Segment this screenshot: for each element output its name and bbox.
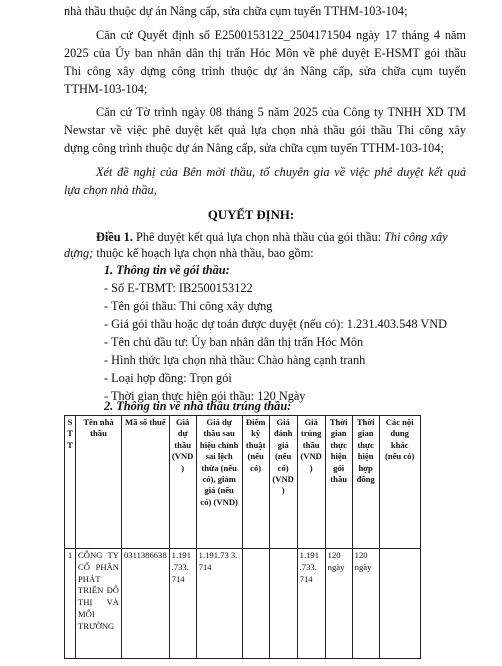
- header-award-price: Giá trúng thầu (VND ): [297, 416, 325, 549]
- table-row: [65, 549, 421, 659]
- paragraph-line: Xét đề nghị của Bên mời thầu, tổ chuyên gia về việc phê duyệt kết quả: [96, 165, 466, 179]
- package-info-item: - Thời gian thực hiện gói thầu: 120 Ngày: [104, 389, 306, 403]
- article-1-line: [96, 230, 448, 245]
- header-stt: S T T: [65, 416, 76, 549]
- package-info-item: - Số E-TBMT: IB2500153122: [104, 281, 253, 295]
- paragraph-line: lựa chọn nhà thầu,: [64, 183, 157, 197]
- article-1-line-2: [64, 246, 314, 261]
- article-text-cont: thuộc kế hoạch lựa chọn nhà thầu, bao gồm:: [93, 246, 314, 260]
- header-adjusted-price: Giá dự thầu sau hiệu chỉnh sai lệch thừa (nếu có), giảm giá (nếu có) (VND): [196, 416, 242, 549]
- package-info-item: - Tên gói thầu: Thi công xây dựng: [104, 299, 273, 313]
- cell-award-price: 1.191 .733. 714: [297, 549, 325, 659]
- cell-stt: 1: [65, 549, 76, 659]
- cell-other: [379, 549, 420, 659]
- section-2-heading: 2. Thông tin về nhà thầu trúng thầu:: [104, 399, 292, 413]
- cell-bidder-name: CÔNG TY CỔ PHẦN PHÁT TRIỂN ĐÔ THỊ VÀ MÔI TRƯỜNG: [76, 549, 122, 659]
- package-info-item: - Loại hợp đồng: Trọn gói: [104, 371, 232, 385]
- cell-evaluated-price: [269, 549, 297, 659]
- section-1-heading: 1. Thông tin về gói thầu:: [104, 263, 230, 277]
- paragraph-line: 2025 của Ủy ban nhân dân thị trấn Hóc Môn về phê duyệt E-HSMT gói thầu: [64, 46, 466, 60]
- header-bidder-name: Tên nhà thầu: [76, 416, 122, 549]
- article-text: Phê duyệt kết quả lựa chọn nhà thầu của gói thầu:: [135, 230, 385, 244]
- package-info-item: - Hình thức lựa chọn nhà thầu: Chào hàng cạnh tranh: [104, 353, 366, 367]
- winning-bidder-table: [64, 415, 421, 659]
- cell-tech-score: [242, 549, 269, 659]
- header-bid-price: Giá dự thầu (VND ): [169, 416, 196, 549]
- paragraph-line: TTHM-103-104;: [64, 82, 148, 96]
- package-name: Thi công xây: [384, 230, 448, 244]
- paragraph-line: Căn cứ Tờ trình ngày 08 tháng 5 năm 2025 của Công ty TNHH XD TM: [96, 105, 466, 119]
- package-info-item: - Giá gói thầu hoặc dự toán được duyệt (nếu có): 1.231.403.548 VND: [104, 317, 448, 331]
- paragraph-line: Newstar về việc phê duyệt kết quả lựa chọn nhà thầu gói thầu Thi công xây: [64, 123, 466, 137]
- table-header-row: [65, 416, 421, 549]
- cell-bid-price: 1.191 .733. 714: [169, 549, 196, 659]
- cell-tax-code: 0311386638: [122, 549, 170, 659]
- header-tax-code: Mã số thuế: [122, 416, 170, 549]
- header-evaluated-price: Giá đánh giá (nếu có) (VND ): [269, 416, 297, 549]
- cell-package-duration: 120 ngày: [325, 549, 352, 659]
- header-other: Các nội dung khác (nếu có): [379, 416, 420, 549]
- article-label: Điều 1.: [96, 230, 133, 244]
- paragraph-line: Thi công xây dựng công trình thuộc dự án Nâng cấp, sửa chữa cụm tuyến: [64, 64, 466, 78]
- cell-contract-duration: 120 ngày: [352, 549, 379, 659]
- paragraph-line: nhà thầu thuộc dự án Nâng cấp, sửa chữa cụm tuyến TTHM-103-104;: [64, 4, 408, 18]
- decision-heading: QUYẾT ĐỊNH:: [207, 208, 295, 222]
- header-package-duration: Thời gian thực hiện gói thầu: [325, 416, 352, 549]
- cell-adjusted-price: 1.191.73 3.714: [196, 549, 242, 659]
- header-contract-duration: Thời gian thực hiện hợp đồng: [352, 416, 379, 549]
- package-info-item: - Tên chủ đầu tư: Ủy ban nhân dân thị trấn Hóc Môn: [104, 335, 364, 349]
- package-name-cont: dựng;: [64, 246, 94, 260]
- header-tech-score: Điểm kỹ thuật (nếu có): [242, 416, 269, 549]
- paragraph-line: Căn cứ Quyết định số E2500153122_2504171504 ngày 17 tháng 4 năm: [96, 28, 466, 42]
- paragraph-line: dựng công trình thuộc dự án Nâng cấp, sửa chữa cụm tuyến TTHM-103-104;: [64, 141, 444, 155]
